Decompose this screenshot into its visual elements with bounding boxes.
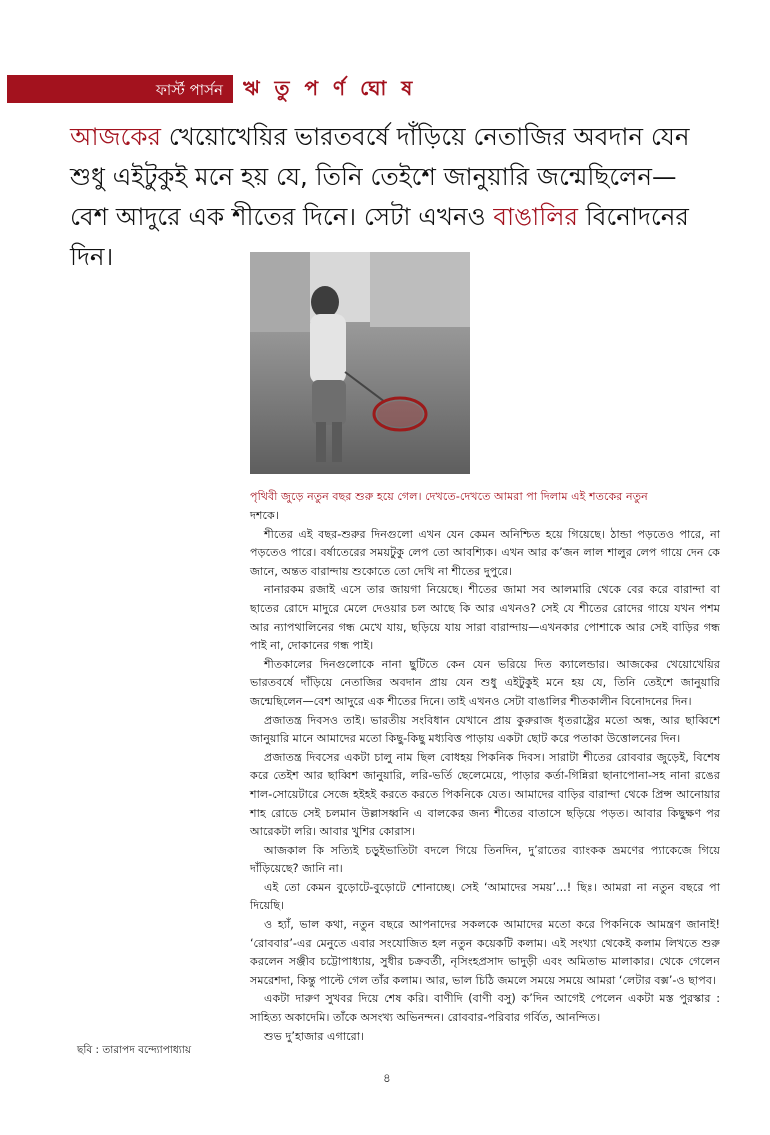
paragraph: প্রজাতন্ত্র দিবসও তাই। ভারতীয় সংবিধান যেখানে প্রায় কুরুরাজ ধৃতরাষ্ট্রের মতো অন্ধ, আর ছাব্বিশে জানুয়ারি মানে আমাদের মতো কিছু-কিছু মধ্যবিত্ত পাড়ায় একটা ছোট করে পতাকা উত্তোলনের দিন।: [250, 713, 720, 746]
headline-text-1: খেয়োখেয়ির ভারতবর্ষে দাঁড়িয়ে নেতাজির অবদান যেন শুধু এইটুকুই মনে হয় যে, তিনি তেইশে জানুয়ারি জন্মেছিলেন—বেশ আদুরে এক শীতের দিনে। সেটা এখনও: [70, 122, 690, 231]
article-lead-text: পৃথিবী জুড়ে নতুন বছর শুরু হয়ে গেল। দেখতে-দেখতে আমরা পা দিলাম এই শতকের নতুন: [250, 490, 648, 503]
paragraph: শীতকালের দিনগুলোকে নানা ছুটিতে কেন যেন ভরিয়ে দিত ক্যালেন্ডার। আজকের খেয়োখেয়ির ভারতবর্ষে দাঁড়িয়ে নেতাজির অবদান প্রায় যেন শুধু এইটুকুই মনে হয় যে, তিনি তেইশে জানুয়ারি জন্মেছিলেন—বেশ আদুরে এক শীতের দিনে। তাই এখনও সেটা বাঙালির শীতকালীন বিনোদনের দিন।: [250, 657, 720, 708]
paragraph: নানারকম রজাই এসে তার জায়গা নিয়েছে। শীতের জামা সব আলমারি থেকে বের করে বারান্দা বা ছাতের রোদে মাদুরে মেলে দেওয়ার চল আছে কি আর এখনও? সেই যে শীতের রোদের গায়ে যখন পশম আর ন্যাপথালিনের গন্ধ মেখে যায়, ছড়িয়ে যায় সারা বারান্দায়—এখনকার পোশাকে আর সেই বাড়ির গন্ধ পাই না, দোকানের গন্ধ পাই।: [250, 583, 720, 653]
article-lead: [250, 488, 720, 507]
article-lead-cont: দশকে।: [250, 509, 279, 522]
section-label-bar: [7, 75, 233, 103]
headline-text-2: বিনোদনের দিন।: [70, 202, 689, 271]
headline-red-2: বাঙালির: [493, 202, 578, 231]
paragraph: প্রজাতন্ত্র দিবসের একটা চালু নাম ছিল বোধহয় পিকনিক দিবস। সারাটা শীতের রোববার জুড়েই, বিশেষ করে তেইশ আর ছাব্বিশ জানুয়ারি, লরি-ভর্তি ছেলেমেয়ে, পাড়ার কর্তা-গিন্নিরা ছানাপোনা-সহ নানা রঙের শাল-সোয়েটারে সেজে হইহই করতে করতে পিকনিকে যেত। আমাদের বাড়ির বারান্দা থেকে প্রিন্স আনোয়ার শাহ রোডে সেই চলমান উল্লাসধ্বনি এ বালকের জন্য শীতের বাতাসে ছড়িয়ে পড়ত। আবার কিছুক্ষণ পর আরেকটা লরি। আবার খুশির কোরাস।: [250, 750, 720, 839]
article-body: [250, 507, 720, 1046]
paragraph: এই তো কেমন বুড়োটে-বুড়োটে শোনাচ্ছে। সেই ‘আমাদের সময়’...! ছিঃ। আমরা না নতুন বছরে পা দিয়েছি।: [250, 880, 720, 913]
author-name: ঋ তু প র্ণ ঘো ষ: [243, 76, 417, 100]
paragraph: শুভ দু’হাজার এগারো।: [264, 1029, 365, 1043]
headline-red-1: আজকের: [70, 122, 161, 151]
paragraph: আজকাল কি সত্যিই চড়ুইভাতিটা বদলে গিয়ে তিনদিন, দু’রাতের ব্যাংকক ভ্রমণের প্যাকেজে গিয়ে দাঁড়িয়েছে? জানি না।: [250, 843, 720, 876]
photo-credit: ছবি : তারাপদ বন্দ্যোপাধ্যায়: [77, 1044, 192, 1056]
paragraph: ও হ্যাঁ, ভাল কথা, নতুন বছরে আপনাদের সকলকে আমাদের মতো করে পিকনিকে আমন্ত্রণ জানাই! ‘রোববার’-এর মেনুতে এবার সংযোজিত হল নতুন কয়েকটি কলাম। এই সংখ্যা থেকেই কলাম লিখতে শুরু করলেন সঞ্জীব চট্টোপাধ্যায়, সুধীর চক্রবর্তী, নৃসিংহপ্রসাদ ভাদুড়ী এবং অমিতাভ মালাকার। থেকে গেলেন সমরেশদা, কিন্তু পাল্টে গেল তাঁর কলাম। আর, ভাল চিঠি জমলে সময়ে সময়ে আমরা ‘লেটার বক্স’-ও ছাপব।: [250, 918, 720, 987]
page-number: ৪: [383, 1071, 391, 1085]
article-photo: [250, 252, 470, 474]
boy-with-racket-photo: [250, 252, 470, 474]
paragraph: শীতের এই বছর-শুরুর দিনগুলো এখন যেন কেমন অনিশ্চিত হয়ে গিয়েছে। ঠান্ডা পড়তেও পারে, না পড়তেও পারে। বর্ষাতেরের সময়টুকু লেপ তো আবশ্যিক। এখন আর ক’জন লাল শালুর লেপ গায়ে দেন কে জানে, অন্তত বারান্দায় শুকোতে তো দেখি না শীতের দুপুরে।: [250, 527, 720, 578]
section-label: ফার্স্ট পার্সন: [155, 81, 223, 99]
paragraph: একটা দারুণ সুখবর দিয়ে শেষ করি। বাণীদি (বাণী বসু) ক’দিন আগেই পেলেন একটা মস্ত পুরস্কার : সাহিত্য অকাদেমি। তাঁকে অসংখ্য অভিনন্দন। রোববার-পরিবার গর্বিত, আনন্দিত।: [250, 992, 720, 1025]
